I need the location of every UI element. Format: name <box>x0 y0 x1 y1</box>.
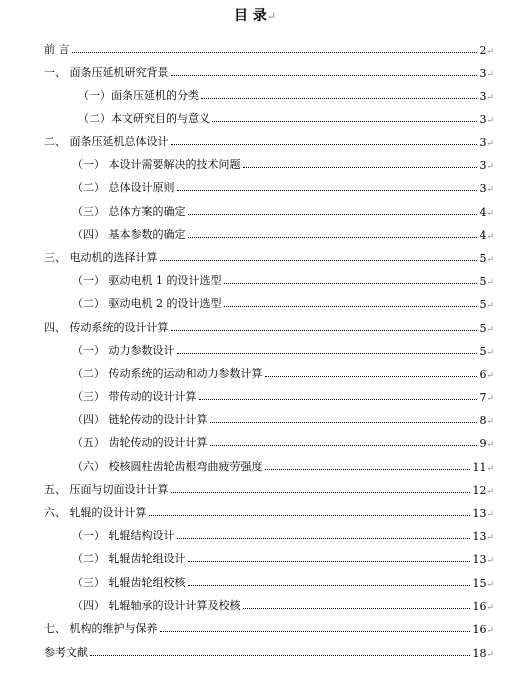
toc-entry-label: 七、 机构的维护与保养 <box>44 622 158 635</box>
toc-entry[interactable] <box>72 152 494 172</box>
paragraph-mark-icon: ↵ <box>486 533 494 543</box>
toc-entry[interactable] <box>72 570 494 590</box>
toc-entry-label: （三） 总体方案的确定 <box>72 205 186 218</box>
paragraph-mark-icon: ↵ <box>486 278 494 288</box>
paragraph-mark-icon: ↵ <box>486 93 494 103</box>
dot-leader <box>199 399 478 400</box>
paragraph-mark-icon: ↵ <box>486 116 494 126</box>
toc-entry[interactable] <box>44 315 494 335</box>
paragraph-mark-icon: ↵ <box>486 70 494 80</box>
paragraph-mark-icon: ↵ <box>486 348 494 358</box>
page-number: 4 <box>479 229 487 242</box>
toc-entry-label: （六） 校核圆柱齿轮齿根弯曲疲劳强度 <box>72 460 263 473</box>
dot-leader <box>265 376 478 377</box>
toc-entry[interactable] <box>72 199 494 219</box>
paragraph-mark-icon: ↵ <box>486 417 494 427</box>
toc-entry[interactable] <box>44 60 494 80</box>
page-number: 8 <box>479 414 487 427</box>
toc-entry-label: 二、 面条压延机总体设计 <box>44 135 169 148</box>
page-number: 3 <box>479 159 487 172</box>
dot-leader <box>243 167 478 168</box>
dot-leader <box>224 283 478 284</box>
toc-entry-page <box>479 229 494 242</box>
dot-leader <box>177 190 478 191</box>
toc-entry-page <box>479 182 494 195</box>
page-number: 16 <box>472 600 487 613</box>
toc-entry-label: 前 言 <box>44 43 70 56</box>
page-number: 3 <box>479 113 487 126</box>
toc-entry-label: （二） 总体设计原则 <box>72 181 175 194</box>
toc-entry[interactable] <box>72 593 494 613</box>
page-number: 13 <box>472 553 487 566</box>
toc-entry[interactable] <box>44 500 494 520</box>
paragraph-mark-icon: ↵ <box>486 394 494 404</box>
toc-entry-label: 五、 压面与切面设计计算 <box>44 483 169 496</box>
toc-entry-label: （五） 齿轮传动的设计计算 <box>72 436 208 449</box>
dot-leader <box>188 561 471 562</box>
toc-entry[interactable] <box>72 546 494 566</box>
dot-leader <box>149 515 471 516</box>
toc-entry-label: 四、 传动系统的设计计算 <box>44 321 169 334</box>
toc-entry-label: （一）面条压延机的分类 <box>78 89 199 102</box>
toc-entry-label: 一、 面条压延机研究背景 <box>44 66 169 79</box>
toc-entry-page <box>479 391 494 404</box>
toc-entry-page <box>479 252 494 265</box>
toc-title <box>0 5 510 25</box>
paragraph-mark-icon: ↵ <box>486 603 494 613</box>
dot-leader <box>210 445 478 446</box>
toc-entry-page <box>479 345 494 358</box>
page-number: 3 <box>479 136 487 149</box>
toc-entry-label: 六、 轧辊的设计计算 <box>44 506 147 519</box>
page-number: 4 <box>479 206 487 219</box>
paragraph-mark-icon: ↵ <box>266 10 277 23</box>
toc-entry[interactable] <box>72 175 494 195</box>
toc-entry-page <box>472 600 494 613</box>
page-number: 13 <box>472 530 487 543</box>
toc-entry[interactable] <box>44 129 494 149</box>
dot-leader <box>177 353 478 354</box>
toc-entry[interactable] <box>72 407 494 427</box>
dot-leader <box>177 538 471 539</box>
page-number: 6 <box>479 368 487 381</box>
toc-entry-label: （二）本文研究目的与意义 <box>78 112 210 125</box>
toc-entry[interactable] <box>72 361 494 381</box>
paragraph-mark-icon: ↵ <box>486 650 494 660</box>
toc-entry-page <box>479 90 494 103</box>
toc-entry[interactable] <box>72 268 494 288</box>
toc-entry-page <box>472 553 494 566</box>
page-number: 11 <box>472 461 487 474</box>
page-number: 16 <box>472 623 487 636</box>
toc-entry[interactable] <box>44 640 494 660</box>
toc-entry[interactable] <box>72 454 494 474</box>
toc-entry-label: （二） 轧辊齿轮组设计 <box>72 552 186 565</box>
dot-leader <box>160 631 471 632</box>
paragraph-mark-icon: ↵ <box>486 487 494 497</box>
toc-entry-label: （一） 本设计需要解决的技术问题 <box>72 158 241 171</box>
toc-entry-page <box>479 67 494 80</box>
paragraph-mark-icon: ↵ <box>486 580 494 590</box>
page-number: 5 <box>479 322 487 335</box>
paragraph-mark-icon: ↵ <box>486 325 494 335</box>
toc-entry[interactable] <box>44 477 494 497</box>
paragraph-mark-icon: ↵ <box>486 510 494 520</box>
paragraph-mark-icon: ↵ <box>486 626 494 636</box>
dot-leader <box>188 585 471 586</box>
toc-entry-label: （三） 轧辊齿轮组校核 <box>72 576 186 589</box>
toc-entry[interactable] <box>44 616 494 636</box>
paragraph-mark-icon: ↵ <box>486 464 494 474</box>
paragraph-mark-icon: ↵ <box>486 185 494 195</box>
toc-entry[interactable] <box>78 106 494 126</box>
toc-entry-label: （一） 动力参数设计 <box>72 344 175 357</box>
toc-entry-page <box>479 159 494 172</box>
paragraph-mark-icon: ↵ <box>486 371 494 381</box>
toc-entry[interactable] <box>72 384 494 404</box>
page-number: 3 <box>479 90 487 103</box>
toc-entry-page <box>472 623 494 636</box>
toc-entry-label: （四） 基本参数的确定 <box>72 228 186 241</box>
page-number: 2 <box>479 44 487 57</box>
dot-leader <box>160 260 478 261</box>
toc-entry-label: （一） 轧辊结构设计 <box>72 529 175 542</box>
toc-entry-page <box>479 437 494 450</box>
toc-entry-label: （二） 传动系统的运动和动力参数计算 <box>72 367 263 380</box>
page-number: 15 <box>472 577 487 590</box>
toc-entry[interactable] <box>72 523 494 543</box>
dot-leader <box>171 75 478 76</box>
dot-leader <box>210 422 478 423</box>
toc-entry-page <box>479 322 494 335</box>
toc-entry[interactable] <box>44 37 494 57</box>
toc-entry-label: （四） 链轮传动的设计计算 <box>72 413 208 426</box>
paragraph-mark-icon: ↵ <box>486 301 494 311</box>
paragraph-mark-icon: ↵ <box>486 232 494 242</box>
toc-entry-label: （一） 驱动电机 1 的设计选型 <box>72 274 222 287</box>
paragraph-mark-icon: ↵ <box>486 440 494 450</box>
dot-leader <box>243 608 471 609</box>
page-number: 12 <box>472 484 487 497</box>
paragraph-mark-icon: ↵ <box>486 162 494 172</box>
toc-entry-page <box>479 298 494 311</box>
paragraph-mark-icon: ↵ <box>486 139 494 149</box>
toc-entry[interactable] <box>78 83 494 103</box>
dot-leader <box>171 492 471 493</box>
dot-leader <box>201 98 477 99</box>
toc-entry-page <box>472 577 494 590</box>
dot-leader <box>72 52 478 53</box>
toc-entry-page <box>472 647 494 660</box>
page-number: 7 <box>479 391 487 404</box>
dot-leader <box>212 121 477 122</box>
dot-leader <box>171 144 478 145</box>
toc-entry-page <box>472 484 494 497</box>
toc-entry-label: 参考文献 <box>44 646 88 659</box>
dot-leader <box>265 469 471 470</box>
toc-entry-page <box>472 530 494 543</box>
toc-entry-page <box>479 44 494 57</box>
toc-entry-page <box>479 275 494 288</box>
dot-leader <box>171 330 478 331</box>
page-number: 5 <box>479 298 487 311</box>
toc-entry[interactable] <box>72 222 494 242</box>
page-number: 3 <box>479 67 487 80</box>
toc-entry-page <box>479 414 494 427</box>
toc-entry-page <box>479 136 494 149</box>
page-number: 13 <box>472 507 487 520</box>
toc-entry-page <box>479 368 494 381</box>
paragraph-mark-icon: ↵ <box>486 47 494 57</box>
dot-leader <box>90 655 470 656</box>
toc-entry[interactable] <box>72 338 494 358</box>
toc-entry-page <box>479 206 494 219</box>
toc-entry[interactable] <box>72 291 494 311</box>
page-number: 5 <box>479 345 487 358</box>
paragraph-mark-icon: ↵ <box>486 556 494 566</box>
paragraph-mark-icon: ↵ <box>486 255 494 265</box>
paragraph-mark-icon: ↵ <box>486 209 494 219</box>
toc-entry[interactable] <box>72 430 494 450</box>
page-number: 5 <box>479 275 487 288</box>
toc-title-text: 目 录 <box>233 8 267 24</box>
dot-leader <box>188 214 478 215</box>
toc-entry-label: （四） 轧辊轴承的设计计算及校核 <box>72 599 241 612</box>
toc-entry-label: 三、 电动机的选择计算 <box>44 251 158 264</box>
page-number: 5 <box>479 252 487 265</box>
toc-entry-label: （二） 驱动电机 2 的设计选型 <box>72 297 222 310</box>
toc-entry-label: （三） 带传动的设计计算 <box>72 390 197 403</box>
dot-leader <box>224 306 478 307</box>
toc-entry-page <box>472 461 494 474</box>
toc-entry-page <box>479 113 494 126</box>
toc-entry[interactable] <box>44 245 494 265</box>
page-number: 9 <box>479 437 487 450</box>
toc-entry-page <box>472 507 494 520</box>
dot-leader <box>188 237 478 238</box>
page-number: 3 <box>479 182 487 195</box>
page-number: 18 <box>472 647 487 660</box>
